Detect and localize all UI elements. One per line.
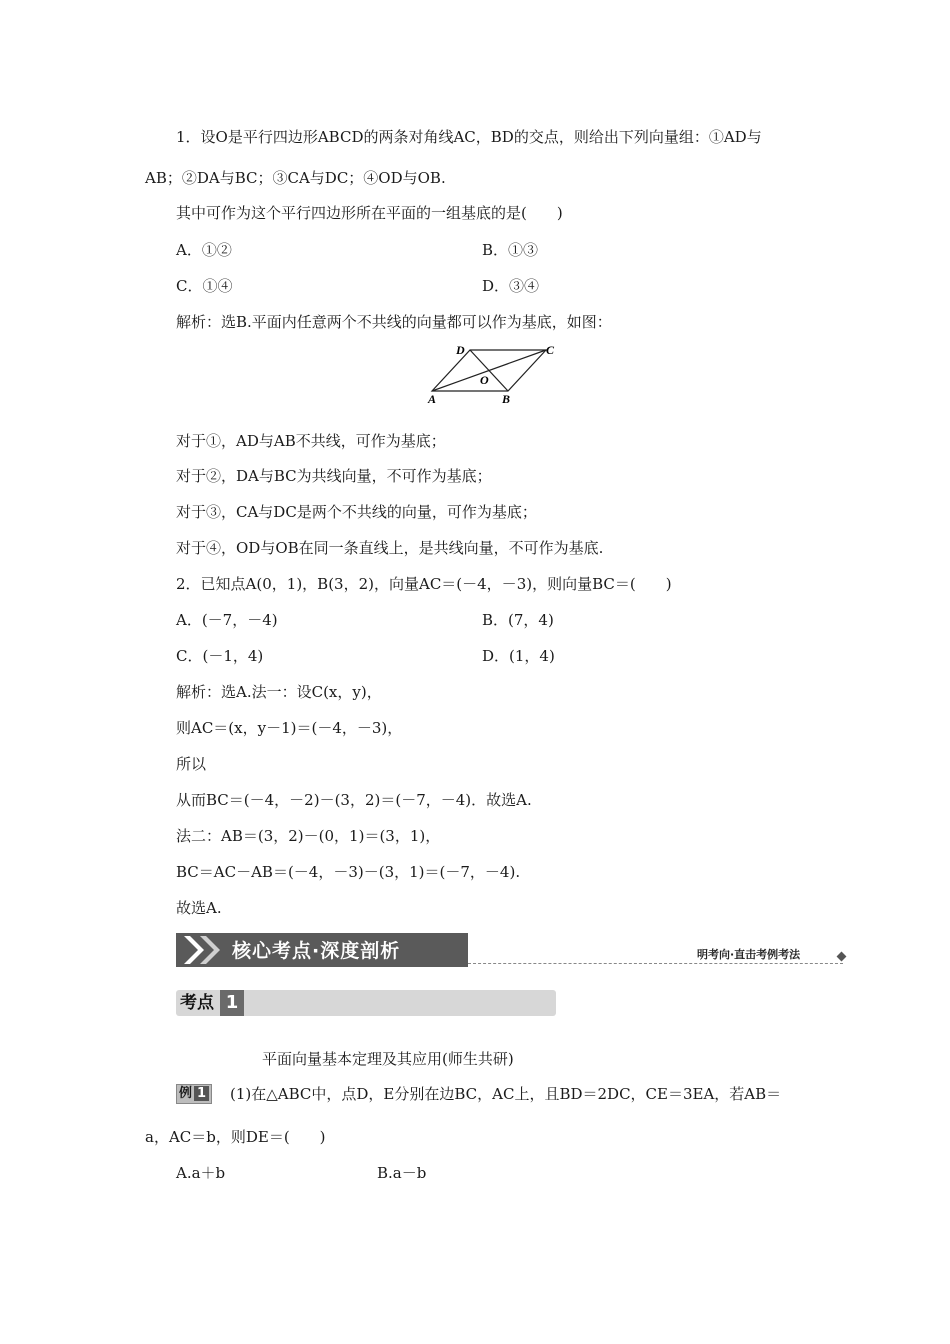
q2-option-c: C．(－1，4): [176, 647, 264, 665]
q1-option-d: D．③④: [482, 277, 540, 295]
q2-option-a: A．(－7，－4): [176, 611, 278, 629]
example-option-a: A.a＋b: [176, 1164, 226, 1182]
example-number: 1: [194, 1086, 209, 1101]
q2-solution-2: 则AC＝(x，y－1)＝(－4，－3)，: [176, 719, 403, 737]
section-banner-title: 核心考点·深度剖析: [232, 940, 401, 962]
diamond-icon: [837, 952, 847, 962]
label-b: B: [502, 392, 511, 406]
example-line2: a，AC＝b，则DE＝( ): [145, 1128, 326, 1146]
q2-option-d: D．(1，4): [482, 647, 555, 665]
q1-option-c: C．①④: [176, 277, 233, 295]
parallelogram-figure: [422, 340, 562, 406]
example-option-b: B.a－b: [377, 1164, 427, 1182]
q2-solution-7: 故选A.: [176, 899, 222, 917]
example-label: 例: [179, 1086, 193, 1101]
banner-divider: [468, 963, 843, 964]
q2-stem: 2．已知点A(0，1)，B(3，2)，向量AC＝(－4，－3)，则向量BC＝( ): [176, 575, 672, 593]
q2-solution-3: 所以: [176, 755, 207, 773]
label-a: A: [428, 392, 437, 406]
section-banner-subtitle: 明考向·直击考例考法: [697, 948, 801, 961]
q1-option-a: A．①②: [176, 241, 232, 259]
q1-analysis: 解析：选B.平面内任意两个不共线的向量都可以作为基底，如图：: [176, 313, 612, 331]
q1-option-b: B．①③: [482, 241, 539, 259]
q2-option-b: B．(7，4): [482, 611, 554, 629]
kaodian-topic: 平面向量基本定理及其应用(师生共研): [262, 1050, 514, 1068]
q1-note-4: 对于④，OD与OB在同一条直线上，是共线向量，不可作为基底.: [176, 539, 604, 557]
q1-stem-line1: 1．设O是平行四边形ABCD的两条对角线AC，BD的交点，则给出下列向量组：①AD与: [176, 128, 762, 146]
label-c: C: [546, 343, 555, 357]
example-line1: (1)在△ABC中，点D，E分别在边BC，AC上，且BD＝2DC，CE＝3EA，若AB＝: [230, 1085, 782, 1103]
q1-question: 其中可作为这个平行四边形所在平面的一组基底的是( ): [176, 204, 563, 222]
example-badge: [176, 1084, 212, 1104]
label-d: D: [456, 343, 465, 357]
q1-note-1: 对于①，AD与AB不共线，可作为基底；: [176, 432, 446, 450]
q2-solution-5: 法二：AB＝(3，2)－(0，1)＝(3，1)，: [176, 827, 441, 845]
label-o: O: [480, 373, 489, 387]
q2-solution-4: 从而BC＝(－4，－2)－(3，2)＝(－7，－4)．故选A.: [176, 791, 532, 809]
kaodian-label: 考点: [180, 993, 214, 1013]
q1-stem-line2: AB；②DA与BC；③CA与DC；④OD与OB.: [145, 169, 446, 187]
q1-note-3: 对于③，CA与DC是两个不共线的向量，可作为基底；: [176, 503, 537, 521]
q1-note-2: 对于②，DA与BC为共线向量，不可作为基底；: [176, 467, 492, 485]
kaodian-number: 1: [220, 990, 244, 1016]
q2-solution-6: BC＝AC－AB＝(－4，－3)－(3，1)＝(－7，－4).: [176, 863, 521, 881]
diagonal-bd: [470, 350, 508, 391]
q2-solution-1: 解析：选A.法一：设C(x，y)，: [176, 683, 382, 701]
